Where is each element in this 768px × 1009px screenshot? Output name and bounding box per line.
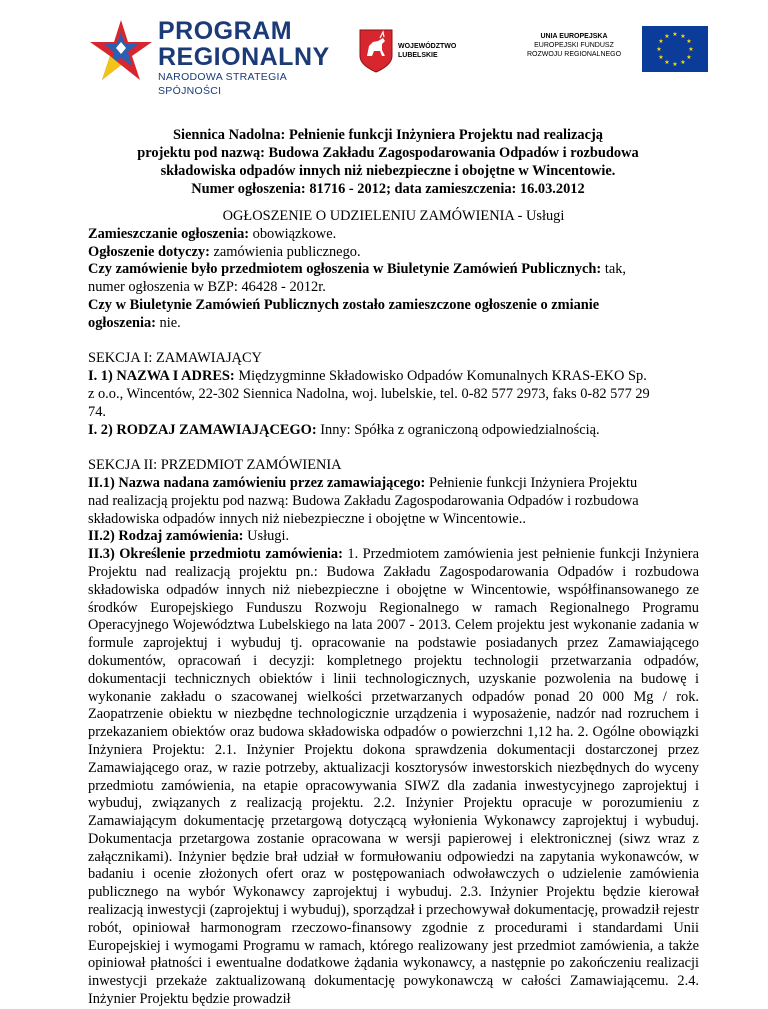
ue-text — [508, 32, 640, 59]
coat-of-arms-icon — [358, 28, 394, 74]
program-text — [158, 18, 348, 98]
svg-text:★: ★ — [672, 61, 678, 68]
field-label: II.1) Nazwa nadana zamówieniu przez zamawiającego: — [88, 474, 426, 491]
field-nazwa-zamowienia — [88, 475, 699, 493]
svg-text:★: ★ — [686, 54, 692, 61]
wojewodztwo-line2: LUBELSKIE — [398, 52, 438, 59]
svg-text:★: ★ — [672, 31, 678, 38]
field-nazwa-adres-l2: z o.o., Wincentów, 22-302 Siennica Nadolna, woj. lubelskie, tel. 0-82 577 2973, faks 0-82 577 29 — [88, 385, 650, 402]
field-zamieszczanie — [88, 226, 699, 244]
field-value: tak, — [601, 261, 626, 278]
eu-flag-icon — [642, 26, 708, 72]
header-logos — [0, 0, 768, 110]
section2-heading: SEKCJA II: PRZEDMIOT ZAMÓWIENIA — [88, 457, 342, 474]
field-label: ogłoszenia: — [88, 314, 156, 331]
field-label: Czy zamówienie było przedmiotem ogłoszenia w Biuletynie Zamówień Publicznych: — [88, 261, 602, 278]
title-line4: Numer ogłoszenia: 81716 - 2012; data zamieszczenia: 16.03.2012 — [191, 181, 585, 197]
svg-text:★: ★ — [688, 46, 694, 53]
field-zmiana — [88, 297, 699, 315]
svg-text:★: ★ — [664, 33, 670, 40]
field-value: nie. — [155, 314, 181, 331]
field-nazwa-zamowienia-l2: nad realizacją projektu pod nazwą: Budowa Zakładu Zagospodarowania Odpadów i rozbudowa — [88, 492, 639, 509]
svg-text:★: ★ — [658, 38, 664, 45]
field-dotyczy — [88, 244, 699, 262]
section1-heading: SEKCJA I: ZAMAWIAJĄCY — [88, 350, 262, 367]
svg-text:★: ★ — [658, 54, 664, 61]
svg-text:★: ★ — [680, 33, 686, 40]
title-line1: Siennica Nadolna: Pełnienie funkcji Inżyniera Projektu nad realizacją — [173, 127, 603, 143]
field-value: Inny: Spółka z ograniczoną odpowiedzialnością. — [316, 421, 600, 438]
title-line2: projektu pod nazwą: Budowa Zakładu Zagospodarowania Odpadów i rozbudowa — [137, 145, 639, 161]
field-zmiana-cont — [88, 315, 699, 333]
field-label: II.2) Rodzaj zamówienia: — [88, 528, 244, 545]
program-line1: PROGRAM — [158, 17, 293, 45]
field-nazwa-adres-l3: 74. — [88, 403, 106, 420]
wojewodztwo-lubelskie-logo — [358, 28, 488, 78]
svg-text:★: ★ — [680, 59, 686, 66]
field-label: Czy w Biuletynie Zamówień Publicznych zostało zamieszczone ogłoszenie o zmianie — [88, 296, 600, 313]
ue-line3: ROZWOJU REGIONALNEGO — [526, 51, 622, 58]
field-label: I. 2) RODZAJ ZAMAWIAJĄCEGO: — [88, 421, 317, 438]
field-label: II.3) Określenie przedmiotu zamówienia: — [88, 546, 343, 563]
field-label: Ogłoszenie dotyczy: — [88, 243, 210, 260]
field-okreslenie-przedmiotu — [88, 546, 699, 1009]
svg-text:★: ★ — [686, 38, 692, 45]
notice-title — [88, 126, 688, 198]
field-value: 1. Przedmiotem zamówienia jest pełnienie funkcji Inżyniera Projektu nad realizacją projektu pn.: Budowa Zakładu Zagospodarowania Odpadów i rozbudowa składowiska odpadów innych niż niebezpieczne i obojętne w Wincentowie, współfinansowanego ze środków Europejskiego Funduszu Rozwoju Regionalnego w ramach Regionalnego Programu Operacyjnego Województwa Lubelskiego na lata 2007 - 2013. Celem projektu jest wykonanie zadania w formule zaprojektuj i wybuduj tj. opracowanie na podstawie posiadanych przez Zamawiającego dokumentów, opracowań i decyzji: kompletnego projektu technologii przetwarzania odpadów, dokumentacji technicznych obiektów i linii technologicznych, uzyskanie pozwolenia na budowę i wykonanie zakładu o szacowanej wielkości przetwarzanych odpadów ponad 20 000 Mg / rok. Zaopatrzenie obiektu w niezbędne technologicznie urządzenia i wyposażenie, nadzór nad rozruchem i przekazaniem obiektów oraz budowa składowiska odpadów o powierzchni 1,12 ha. 2. Ogólne obowiązki Inżyniera Projektu: 2.1. Inżynier Projektu dokona sprawdzenia dokumentacji dostarczonej przez Zamawiającego oraz, w razie potrzeby, aktualizacji kosztorysów inwestorskich niezbędnych do wyceny przedmiotu zamówienia, na etapie opracowywania SIWZ dla zadania inwestycyjnego zaprojektuj i wybuduj, związanych z realizacją projektu. 2.2. Inżynier Projektu opracuje w porozumieniu z Zamawiającym dokumentację przetargową dotyczącą wyłonienia Wykonawcy zaprojektuj i wybuduj. Dokumentacja przetargowa zostanie opracowana w wersji papierowej i elektronicznej (siwz wraz z załącznikami). Inżynier będzie brał udział w formułowaniu odpowiedzi na zapytania wykonawców, w badaniu i ocenie złożonych ofert oraz w postępowaniach odwoławczych o udzielenie zamówienia publicznego na wybór Wykonawcy zaprojektuj i wybuduj. 2.3. Inżynier Projektu będzie kierował realizacją inwestycji (zaprojektuj i wybuduj), sporządzał i przechowywał dokumentację, prowadził rejestr robót, opiniował harmonogram rzeczowo-finansowy zgodnie z procedurami i standardami Unii Europejskiej i wymogami Programu w ramach, którego realizowany jest przedmiot zamówienia, a także opiniował płatności i ewentualne dodatkowe żądania wykonawcy, a następnie po zakończeniu realizacji inwestycji przekaże zaktualizowaną dokumentację powykonawczą w całości Zamawiającemu. 2.4. Inżynier Projektu będzie prowadził — [88, 546, 699, 1008]
program-star-icon — [88, 18, 154, 82]
program-regionalny-logo — [88, 17, 348, 97]
field-rodzaj-zamowienia — [88, 528, 699, 546]
field-label: Zamieszczanie ogłoszenia: — [88, 225, 250, 242]
field-value: obowiązkowe. — [249, 225, 337, 242]
ue-line1: UNIA EUROPEJSKA — [540, 33, 608, 40]
field-value: Międzygminne Składowisko Odpadów Komunalnych KRAS-EKO Sp. — [234, 368, 647, 385]
ue-line2: EUROPEJSKI FUNDUSZ — [534, 42, 614, 49]
field-rodzaj-zamawiajacego — [88, 422, 699, 440]
notice-content — [88, 208, 699, 1009]
field-value: zamówienia publicznego. — [209, 243, 361, 260]
svg-text:★: ★ — [656, 46, 662, 53]
wojewodztwo-text — [398, 42, 456, 60]
field-value: Usługi. — [243, 528, 290, 545]
unia-europejska-logo — [508, 26, 708, 74]
field-value: Pełnienie funkcji Inżyniera Projektu — [425, 474, 638, 491]
field-label: I. 1) NAZWA I ADRES: — [88, 368, 235, 385]
field-bzp — [88, 261, 699, 279]
field-nazwa-zamowienia-l3: składowiska odpadów innych niż niebezpieczne i obojętne w Wincentowie.. — [88, 510, 526, 527]
field-bzp-number: numer ogłoszenia w BZP: 46428 - 2012r. — [88, 279, 326, 296]
title-line3: składowiska odpadów innych niż niebezpieczne i obojętne w Wincentowie. — [160, 163, 616, 179]
notice-heading: OGŁOSZENIE O UDZIELENIU ZAMÓWIENIA - Usługi — [222, 208, 565, 224]
program-line3: NARODOWA STRATEGIA SPÓJNOŚCI — [158, 71, 287, 97]
svg-text:★: ★ — [664, 59, 670, 66]
program-line2: REGIONALNY — [158, 43, 330, 71]
field-nazwa-adres — [88, 368, 699, 386]
wojewodztwo-line1: WOJEWÓDZTWO — [398, 43, 457, 50]
